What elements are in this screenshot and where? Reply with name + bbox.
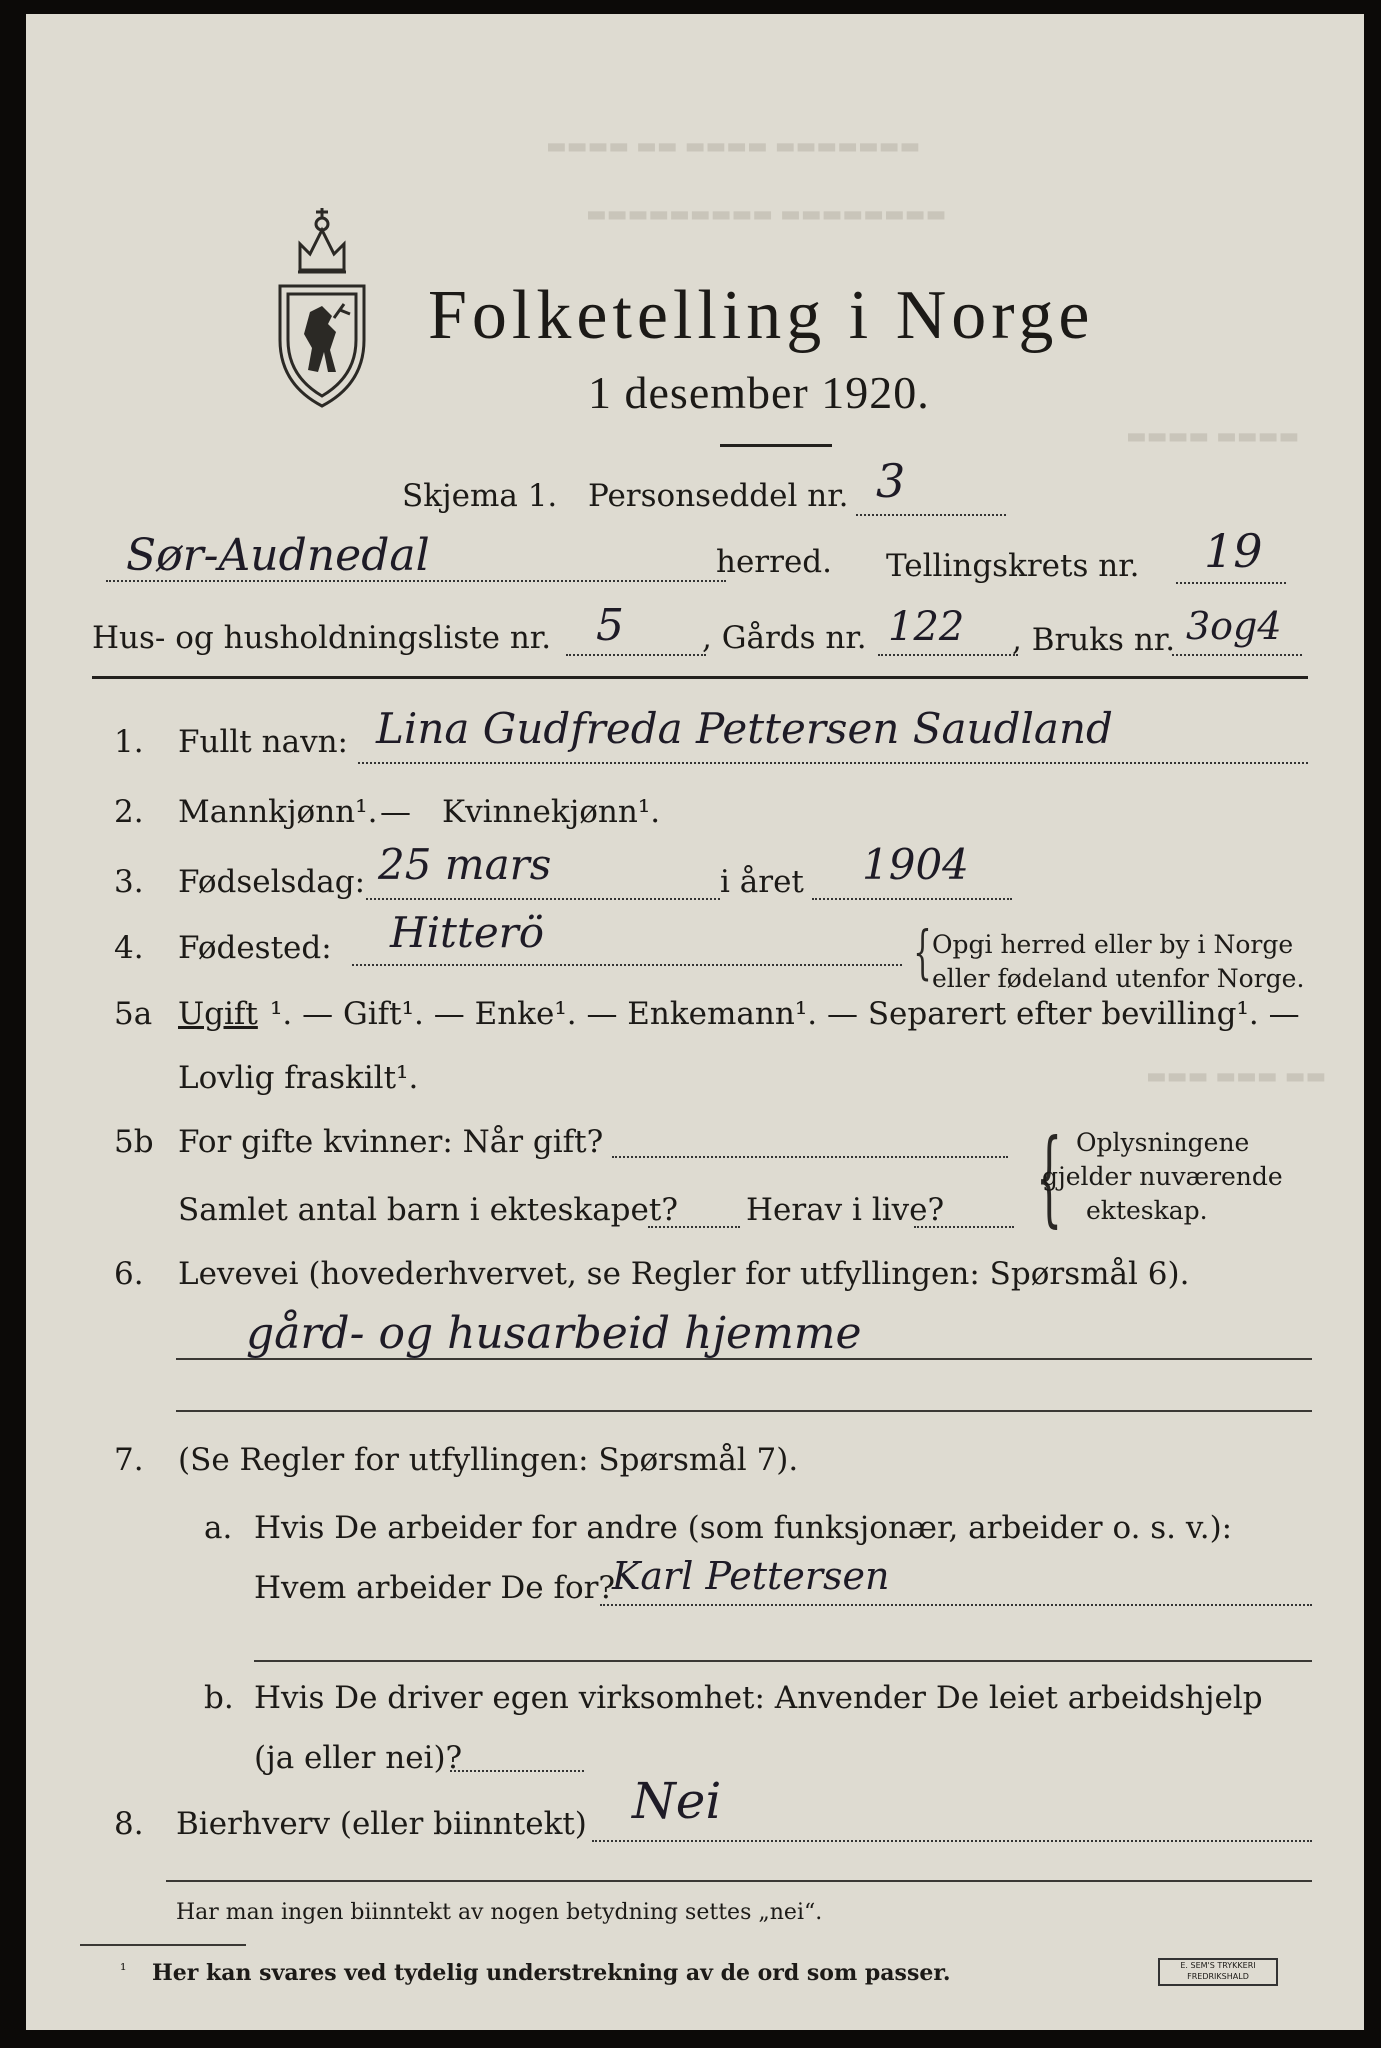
q7a-line2: Hvem arbeider De for?: [254, 1570, 616, 1606]
q1-value: Lina Gudfreda Pettersen Saudland: [376, 704, 1113, 753]
q5a-ugift-selected: Ugift: [178, 996, 258, 1032]
herred-line: [106, 580, 726, 582]
q4-note-line2: eller fødeland utenfor Norge.: [932, 964, 1305, 993]
gards-label: , Gårds nr.: [702, 620, 867, 656]
q3-label: Fødselsdag:: [178, 864, 366, 900]
q1-number: 1.: [114, 724, 144, 760]
tellingskrets-value: 19: [1204, 524, 1263, 578]
bruks-label: , Bruks nr.: [1012, 622, 1176, 658]
q6-line1: [176, 1358, 1312, 1360]
q4-brace: {: [913, 918, 932, 986]
q5b-note-line2: gjelder nuværende: [1042, 1162, 1283, 1191]
q3-year-line: [812, 898, 1012, 900]
q8-extra-line: [166, 1880, 1312, 1882]
herred-label: herred.: [716, 544, 832, 580]
q4-number: 4.: [114, 930, 144, 966]
q5a-line2: Lovlig fraskilt¹.: [178, 1060, 419, 1096]
herred-value: Sør-Audnedal: [126, 530, 430, 581]
bruks-value: 3og4: [1186, 604, 1282, 648]
nei-note: Har man ingen biinntekt av nogen betydning settes „nei“.: [176, 1900, 823, 1925]
q6-number: 6.: [114, 1256, 144, 1292]
q5b-married-line: [612, 1156, 1008, 1158]
schema-label: Skjema 1.: [402, 478, 558, 514]
personseddel-line: [856, 514, 1006, 516]
footnote-rule: [80, 1944, 246, 1946]
q7b-line1: Hvis De driver egen virksomhet: Anvender De leiet arbeidshjelp: [254, 1680, 1263, 1716]
q8-line: [592, 1840, 1312, 1842]
q6-label: Levevei (hovederhvervet, se Regler for utfyllingen: Spørsmål 6).: [178, 1256, 1190, 1292]
q8-label: Bierhverv (eller biinntekt): [176, 1806, 587, 1842]
q4-note-line1: Opgi herred eller by i Norge: [932, 930, 1294, 959]
bleed-through-text: ▬▬▬▬ ▬▬ ▬▬▬▬ ▬▬▬▬▬▬▬: [546, 134, 921, 159]
q8-number: 8.: [114, 1806, 144, 1842]
q4-value: Hitterö: [390, 908, 545, 957]
q3-year-value: 1904: [862, 840, 969, 889]
gards-line: [878, 654, 1018, 656]
liste-value: 5: [596, 600, 624, 651]
q5b-note-line3: ekteskap.: [1086, 1196, 1208, 1225]
q2-female: Kvinnekjønn¹.: [442, 794, 661, 830]
q4-line: [352, 964, 902, 966]
q7-number: 7.: [114, 1442, 144, 1478]
q5b-label1: For gifte kvinner: Når gift?: [178, 1124, 604, 1160]
census-form-page: [26, 14, 1364, 2030]
tellingskrets-line: [1176, 582, 1286, 584]
q8-value: Nei: [632, 1772, 722, 1830]
q7a-line1: Hvis De arbeider for andre (som funksjonær, arbeider o. s. v.):: [254, 1510, 1233, 1546]
q7a-value: Karl Pettersen: [612, 1554, 890, 1598]
bleed-through-text: ▬▬▬ ▬▬▬ ▬▬: [1146, 1064, 1327, 1089]
footnote-text: Her kan svares ved tydelig understrekning av de ord som passer.: [152, 1960, 951, 1986]
liste-label: Hus- og husholdningsliste nr.: [92, 620, 552, 656]
gards-value: 122: [888, 604, 965, 650]
q4-label: Fødested:: [178, 930, 332, 966]
q5b-alive-line: [914, 1226, 1014, 1228]
q2-male: Mannkjønn¹.: [178, 794, 378, 830]
q3-line: [366, 898, 720, 900]
tellingskrets-label: Tellingskrets nr.: [886, 548, 1140, 584]
printer-stamp-line1: E. SEM'S TRYKKERI: [1180, 1961, 1256, 1970]
q5b-children-line: [648, 1226, 740, 1228]
q3-value: 25 mars: [378, 840, 552, 889]
q5a-number: 5a: [114, 996, 153, 1032]
q7-label: (Se Regler for utfyllingen: Spørsmål 7).: [178, 1442, 799, 1478]
census-date: 1 desember 1920.: [588, 367, 930, 418]
q6-value: gård- og husarbeid hjemme: [246, 1308, 862, 1359]
q7b-line: [450, 1770, 584, 1772]
form-title: Folketelling i Norge: [428, 277, 1095, 354]
q5b-label2: Samlet antal barn i ekteskapet?: [178, 1192, 678, 1228]
liste-line: [566, 654, 706, 656]
bruks-line: [1172, 654, 1302, 656]
q5b-label3: Herav i live?: [746, 1192, 945, 1228]
q1-label: Fullt navn:: [178, 724, 348, 760]
norwegian-coat-of-arms-icon: [270, 200, 374, 412]
personseddel-value: 3: [876, 454, 906, 508]
title-divider: [720, 444, 832, 447]
q5b-brace: {: [1035, 1116, 1063, 1238]
q7b-line2: (ja eller nei)?: [254, 1740, 463, 1776]
q1-line: [358, 762, 1308, 764]
q3-year-label: i året: [720, 864, 804, 900]
bleed-through-text: ▬▬▬▬ ▬▬▬▬: [1126, 424, 1300, 449]
q7a-number: a.: [204, 1510, 233, 1546]
printer-stamp: [1158, 1958, 1278, 1986]
q7a-line: [600, 1604, 1312, 1606]
personseddel-label: Personseddel nr.: [588, 478, 849, 514]
q3-number: 3.: [114, 864, 144, 900]
footnote-mark: ¹: [120, 1960, 127, 1979]
section-divider: [92, 676, 1308, 679]
q5a-options: ¹. — Gift¹. — Enke¹. — Enkemann¹. — Separert efter bevilling¹. —: [270, 996, 1300, 1032]
q7b-number: b.: [204, 1680, 234, 1716]
q2-number: 2.: [114, 794, 144, 830]
printer-stamp-line2: FREDRIKSHALD: [1187, 1972, 1249, 1981]
q7a-extra-line: [254, 1660, 1312, 1662]
bleed-through-text: ▬▬▬▬▬▬▬▬▬ ▬▬▬▬▬▬▬▬: [586, 202, 947, 227]
q2-dash: —: [380, 794, 411, 830]
q6-line2: [176, 1410, 1312, 1412]
q5b-number: 5b: [114, 1124, 154, 1160]
q5b-note-line1: Oplysningene: [1076, 1128, 1250, 1157]
